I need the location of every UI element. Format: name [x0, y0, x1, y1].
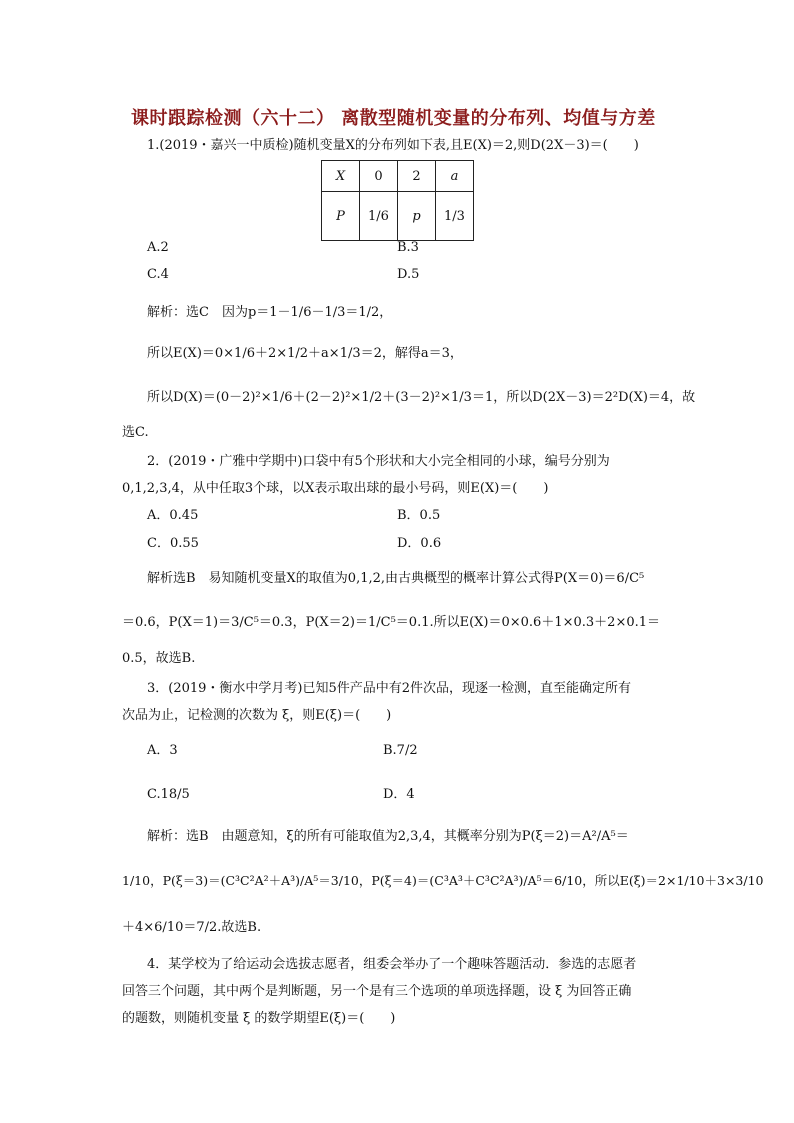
q1-option-d: D.5 [397, 267, 420, 282]
q1-stem: 1.(2019・嘉兴一中质检)随机变量X的分布列如下表,且E(X)＝2,则D(2X－3)＝( ) [147, 138, 639, 153]
q1-option-b: B.3 [397, 240, 419, 255]
q1-option-a: A.2 [147, 240, 169, 255]
q3-option-b: B.7/2 [383, 743, 418, 758]
table-cell: 1/3 [436, 192, 474, 241]
distribution-table [321, 160, 474, 241]
table-cell: a [436, 161, 474, 192]
q4-stem: 的题数，则随机变量 ξ 的数学期望E(ξ)＝( ) [122, 1011, 396, 1026]
q3-solution-line: 1/10，P(ξ＝3)＝(C³C²A²＋A³)/A⁵＝3/10，P(ξ＝4)＝(C³A³＋C³C²A³)/A⁵＝6/10，所以E(ξ)＝2×1/10＋3×3/10 [122, 873, 764, 888]
q2-option-b: B．0.5 [397, 508, 441, 523]
q1-solution-line: 所以E(X)＝0×1/6＋2×1/2＋a×1/3＝2，解得a＝3， [147, 346, 463, 361]
q2-stem: 0,1,2,3,4，从中任取3个球，以X表示取出球的最小号码，则E(X)＝( ) [122, 481, 549, 496]
q3-option-d: D．4 [383, 787, 415, 802]
q1-option-c: C.4 [147, 267, 169, 282]
q3-option-a: A．3 [147, 743, 178, 758]
q2-solution-line: 解析选B 易知随机变量X的取值为0,1,2,由古典概型的概率计算公式得P(X＝0)＝6/C⁵ [147, 571, 645, 586]
q2-option-a: A．0.45 [147, 508, 199, 523]
q4-stem: 4．某学校为了给运动会选拔志愿者，组委会举办了一个趣味答题活动．参选的志愿者 [147, 957, 637, 972]
q4-stem: 回答三个问题，其中两个是判断题，另一个是有三个选项的单项选择题，设 ξ 为回答正确 [122, 984, 632, 999]
table-cell: p [398, 192, 436, 241]
q2-option-c: C．0.55 [147, 536, 199, 551]
table-cell: 0 [360, 161, 398, 192]
q3-solution-line: 解析：选B 由题意知，ξ的所有可能取值为2,3,4，其概率分别为P(ξ＝2)＝A²/A⁵＝ [147, 829, 629, 844]
q1-solution-line: 解析：选C 因为p＝1－1/6－1/3＝1/2， [147, 305, 393, 320]
q3-stem: 次品为止，记检测的次数为 ξ，则E(ξ)＝( ) [122, 708, 392, 723]
q2-solution-line: ＝0.6，P(X＝1)＝3/C⁵＝0.3，P(X＝2)＝1/C⁵＝0.1.所以E(X)＝0×0.6＋1×0.3＋2×0.1＝ [122, 615, 661, 630]
table-cell: 2 [398, 161, 436, 192]
q3-stem: 3．(2019・衡水中学月考)已知5件产品中有2件次品，现逐一检测，直至能确定所有 [147, 681, 632, 696]
page-title: 课时跟踪检测（六十二） 离散型随机变量的分布列、均值与方差 [131, 108, 656, 129]
q3-option-c: C.18/5 [147, 787, 190, 802]
q2-solution-line: 0.5，故选B. [122, 651, 196, 666]
q1-solution-line: 选C. [122, 425, 149, 440]
table-cell: X [322, 161, 360, 192]
table-cell: 1/6 [360, 192, 398, 241]
table-cell: P [322, 192, 360, 241]
q2-option-d: D．0.6 [397, 536, 442, 551]
q3-solution-line: ＋4×6/10＝7/2.故选B. [122, 920, 262, 935]
q2-stem: 2．(2019・广雅中学期中)口袋中有5个形状和大小完全相同的小球，编号分别为 [147, 454, 610, 469]
q1-solution-line: 所以D(X)＝(0－2)²×1/6＋(2－2)²×1/2＋(3－2)²×1/3＝1，所以D(2X－3)＝2²D(X)＝4，故 [147, 390, 696, 405]
